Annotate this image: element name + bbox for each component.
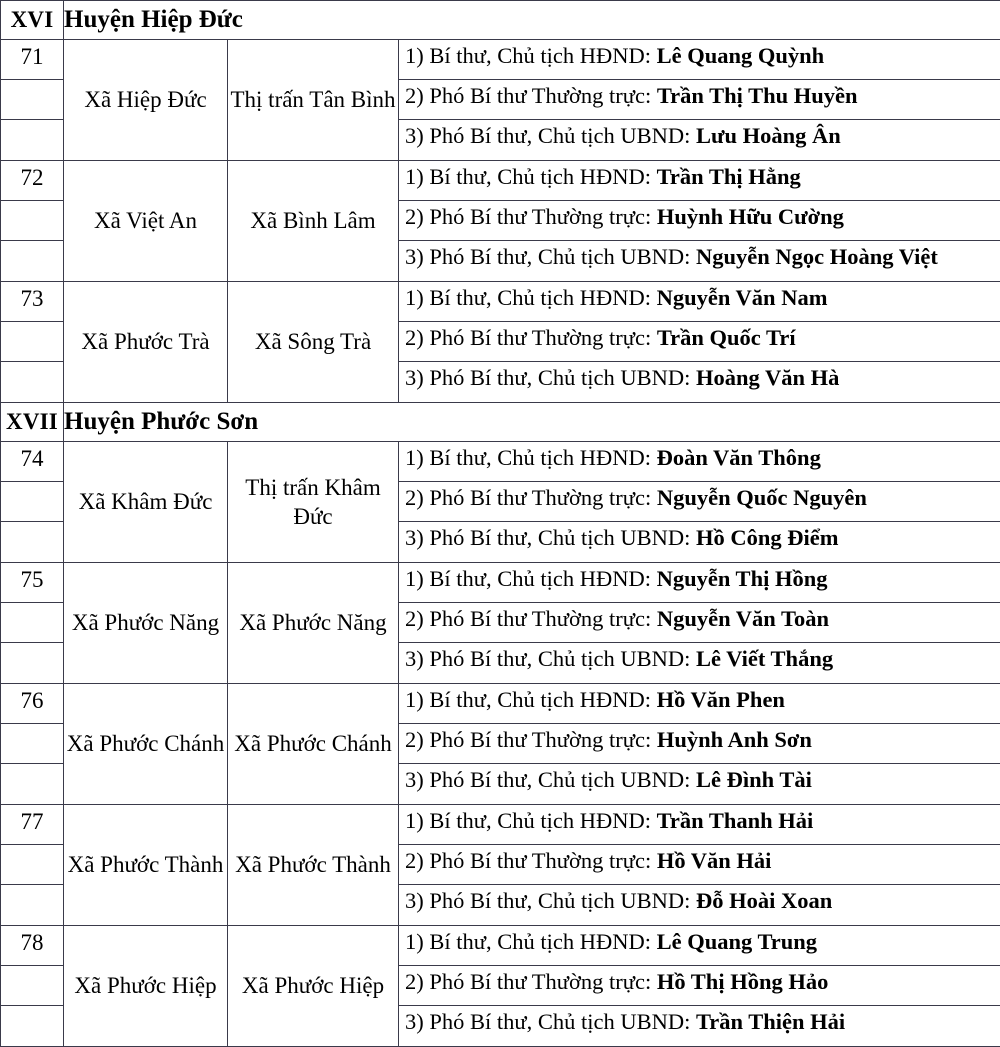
official-role-label: 3) Phó Bí thư, Chủ tịch UBND:: [405, 525, 696, 550]
new-unit-name: Xã Phước Chánh: [228, 684, 399, 805]
official-entry: [399, 1006, 1000, 1046]
row-index-cell: [1, 40, 64, 161]
officials-cell: [399, 161, 1000, 282]
row-index-spacer: [1, 885, 63, 925]
old-unit-name: Xã Khâm Đức: [64, 442, 228, 563]
old-unit-name: Xã Phước Thành: [64, 805, 228, 926]
table-row: [1, 40, 1000, 161]
row-index-spacer: [1, 482, 63, 522]
official-name: Nguyễn Quốc Nguyên: [657, 485, 867, 510]
row-index-spacer: [1, 241, 63, 281]
table-row: [1, 684, 1000, 805]
officials-cell: [399, 563, 1000, 684]
table-row: [1, 563, 1000, 684]
official-name: Đoàn Văn Thông: [657, 445, 821, 470]
official-role-label: 1) Bí thư, Chủ tịch HĐND:: [405, 285, 657, 310]
official-role-label: 2) Phó Bí thư Thường trực:: [405, 83, 657, 108]
official-name: Lê Đình Tài: [696, 767, 812, 792]
row-index-spacer: [1, 120, 63, 160]
official-name: Hồ Văn Hải: [657, 848, 772, 873]
official-role-label: 3) Phó Bí thư, Chủ tịch UBND:: [405, 767, 696, 792]
new-unit-name: Xã Phước Thành: [228, 805, 399, 926]
row-index-number: 74: [1, 442, 63, 482]
official-role-label: 2) Phó Bí thư Thường trực:: [405, 606, 657, 631]
row-index-spacer: [1, 643, 63, 683]
official-entry: [399, 966, 1000, 1006]
new-unit-name: Xã Bình Lâm: [228, 161, 399, 282]
official-role-label: 3) Phó Bí thư, Chủ tịch UBND:: [405, 365, 696, 390]
official-role-label: 2) Phó Bí thư Thường trực:: [405, 325, 657, 350]
official-role-label: 1) Bí thư, Chủ tịch HĐND:: [405, 566, 657, 591]
official-name: Hoàng Văn Hà: [696, 365, 839, 390]
row-index-number: 77: [1, 805, 63, 845]
official-name: Trần Thiện Hải: [696, 1009, 845, 1034]
new-unit-name: Xã Sông Trà: [228, 282, 399, 403]
official-entry: [399, 563, 1000, 603]
table-row: [1, 282, 1000, 403]
row-index-spacer: [1, 764, 63, 804]
new-unit-name: Thị trấn Tân Bình: [228, 40, 399, 161]
official-role-label: 3) Phó Bí thư, Chủ tịch UBND:: [405, 646, 696, 671]
old-unit-name: Xã Phước Năng: [64, 563, 228, 684]
row-index-cell: [1, 442, 64, 563]
row-index-spacer: [1, 603, 63, 643]
official-role-label: 1) Bí thư, Chủ tịch HĐND:: [405, 929, 657, 954]
row-index-spacer: [1, 80, 63, 120]
section-title: Huyện Phước Sơn: [64, 403, 1000, 442]
row-index-number: 72: [1, 161, 63, 201]
official-entry: [399, 482, 1000, 522]
table-row: [1, 161, 1000, 282]
official-role-label: 2) Phó Bí thư Thường trực:: [405, 848, 657, 873]
row-index-cell: [1, 805, 64, 926]
official-entry: [399, 845, 1000, 885]
official-role-label: 3) Phó Bí thư, Chủ tịch UBND:: [405, 123, 696, 148]
row-index-cell: [1, 926, 64, 1047]
row-index-spacer: [1, 966, 63, 1006]
officials-cell: [399, 926, 1000, 1047]
official-entry: [399, 161, 1000, 201]
official-name: Trần Thị Thu Huyền: [657, 83, 858, 108]
official-name: Hồ Công Điểm: [696, 525, 839, 550]
official-entry: [399, 241, 1000, 281]
new-unit-name: Xã Phước Năng: [228, 563, 399, 684]
row-index-spacer: [1, 522, 63, 562]
row-index-number: 76: [1, 684, 63, 724]
row-index-spacer: [1, 362, 63, 402]
section-header-row: [1, 1, 1000, 40]
old-unit-name: Xã Việt An: [64, 161, 228, 282]
official-entry: [399, 522, 1000, 562]
official-entry: [399, 926, 1000, 966]
official-entry: [399, 201, 1000, 241]
official-role-label: 1) Bí thư, Chủ tịch HĐND:: [405, 687, 657, 712]
officials-cell: [399, 282, 1000, 403]
official-entry: [399, 603, 1000, 643]
table-row: [1, 442, 1000, 563]
official-entry: [399, 885, 1000, 925]
official-name: Huỳnh Hữu Cường: [657, 204, 844, 229]
row-index-cell: [1, 563, 64, 684]
old-unit-name: Xã Phước Trà: [64, 282, 228, 403]
official-name: Lê Viết Thắng: [696, 646, 833, 671]
official-name: Nguyễn Văn Nam: [657, 285, 828, 310]
row-index-spacer: [1, 322, 63, 362]
new-unit-name: Xã Phước Hiệp: [228, 926, 399, 1047]
official-name: Đỗ Hoài Xoan: [696, 888, 832, 913]
officials-cell: [399, 442, 1000, 563]
official-name: Trần Thị Hằng: [657, 164, 801, 189]
officials-cell: [399, 40, 1000, 161]
row-index-spacer: [1, 724, 63, 764]
row-index-number: 73: [1, 282, 63, 322]
official-entry: [399, 322, 1000, 362]
row-index-number: 78: [1, 926, 63, 966]
table-row: [1, 926, 1000, 1047]
old-unit-name: Xã Phước Chánh: [64, 684, 228, 805]
table-body: [1, 1, 1000, 1047]
official-role-label: 1) Bí thư, Chủ tịch HĐND:: [405, 43, 657, 68]
row-index-number: 75: [1, 563, 63, 603]
row-index-cell: [1, 684, 64, 805]
section-numeral: XVI: [1, 1, 64, 40]
official-entry: [399, 764, 1000, 804]
official-entry: [399, 40, 1000, 80]
section-numeral: XVII: [1, 403, 64, 442]
row-index-number: 71: [1, 40, 63, 80]
official-entry: [399, 362, 1000, 402]
row-index-spacer: [1, 845, 63, 885]
official-name: Lưu Hoàng Ân: [696, 123, 841, 148]
section-header-row: [1, 403, 1000, 442]
official-role-label: 2) Phó Bí thư Thường trực:: [405, 485, 657, 510]
official-entry: [399, 805, 1000, 845]
official-entry: [399, 643, 1000, 683]
official-entry: [399, 684, 1000, 724]
officials-cell: [399, 684, 1000, 805]
old-unit-name: Xã Hiệp Đức: [64, 40, 228, 161]
official-name: Nguyễn Ngọc Hoàng Việt: [696, 244, 938, 269]
official-name: Lê Quang Trung: [657, 929, 817, 954]
official-role-label: 1) Bí thư, Chủ tịch HĐND:: [405, 164, 657, 189]
official-name: Hồ Văn Phen: [657, 687, 785, 712]
section-title: Huyện Hiệp Đức: [64, 1, 1000, 40]
row-index-cell: [1, 161, 64, 282]
official-entry: [399, 442, 1000, 482]
official-role-label: 3) Phó Bí thư, Chủ tịch UBND:: [405, 244, 696, 269]
table-row: [1, 805, 1000, 926]
official-entry: [399, 724, 1000, 764]
official-name: Trần Quốc Trí: [657, 325, 796, 350]
official-role-label: 3) Phó Bí thư, Chủ tịch UBND:: [405, 888, 696, 913]
official-name: Hồ Thị Hồng Hảo: [657, 969, 829, 994]
official-name: Lê Quang Quỳnh: [657, 43, 825, 68]
official-name: Nguyễn Thị Hồng: [657, 566, 828, 591]
official-role-label: 2) Phó Bí thư Thường trực:: [405, 727, 657, 752]
official-role-label: 1) Bí thư, Chủ tịch HĐND:: [405, 808, 657, 833]
new-unit-name: Thị trấn Khâm Đức: [228, 442, 399, 563]
official-role-label: 2) Phó Bí thư Thường trực:: [405, 204, 657, 229]
official-name: Trần Thanh Hải: [657, 808, 814, 833]
row-index-spacer: [1, 201, 63, 241]
officials-cell: [399, 805, 1000, 926]
official-entry: [399, 80, 1000, 120]
official-name: Nguyễn Văn Toàn: [657, 606, 829, 631]
official-role-label: 2) Phó Bí thư Thường trực:: [405, 969, 657, 994]
official-name: Huỳnh Anh Sơn: [657, 727, 812, 752]
official-entry: [399, 282, 1000, 322]
official-entry: [399, 120, 1000, 160]
official-role-label: 1) Bí thư, Chủ tịch HĐND:: [405, 445, 657, 470]
row-index-cell: [1, 282, 64, 403]
row-index-spacer: [1, 1006, 63, 1046]
official-role-label: 3) Phó Bí thư, Chủ tịch UBND:: [405, 1009, 696, 1034]
old-unit-name: Xã Phước Hiệp: [64, 926, 228, 1047]
